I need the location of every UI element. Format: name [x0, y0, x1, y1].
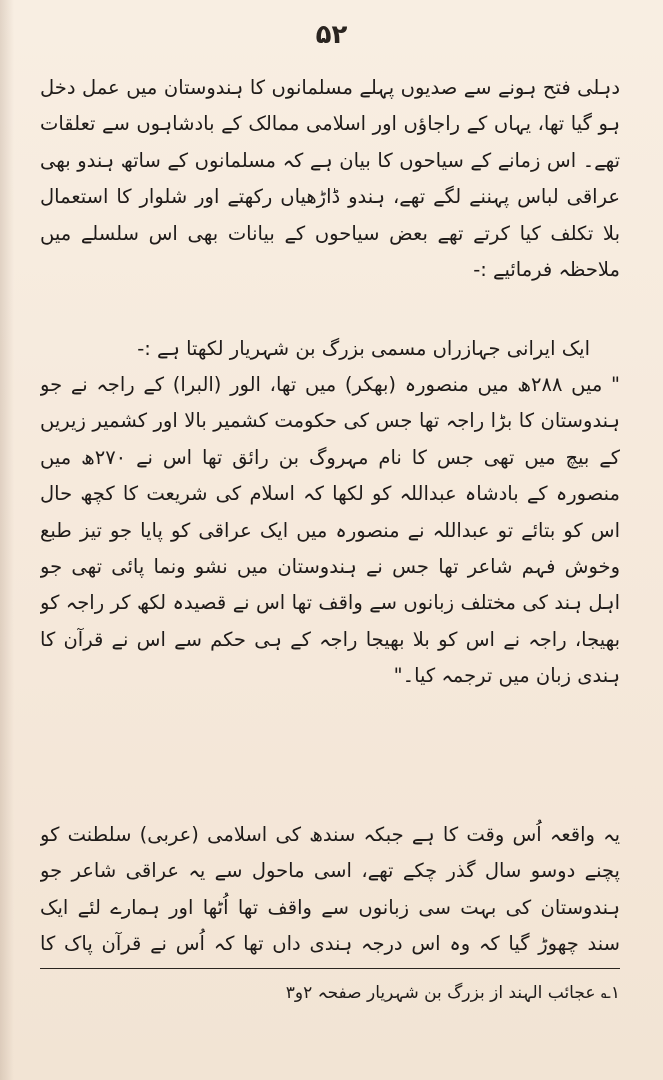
paragraph-intro: دہلی فتح ہونے سے صدیوں پہلے مسلمانوں کا ہندوستان میں عمل دخل ہو گیا تھا، یہاں کے راجاؤں اور اسلامی ممالک کے بادشاہوں سے تعلقات تھے۔ اس زمانے کے سیاحوں کا بیان ہے کہ مسلمانوں کے ساتھ ہندو بھی عراقی لباس پہننے لگے تھے، ہندو ڈاڑھیاں رکھتے اور شلوار کا استعمال بلا تکلف کیا کرتے تھے بعض سیاحوں کے بیانات بھی اس سلسلے میں ملاحظہ فرمائیے :- [40, 76, 620, 282]
binding-shadow [0, 0, 14, 1080]
paragraph-heading: ایک ایرانی جہازراں مسمی بزرگ بن شہریار لکھتا ہے :- [137, 337, 590, 360]
footnote-divider [40, 968, 620, 969]
paragraph-closing: یہ واقعہ اُس وقت کا ہے جبکہ سندھ کی اسلامی (عربی) سلطنت کو پچنے دوسو سال گذر چکے تھے، اسی ماحول سے یہ عراقی شاعر جو ہندوستان کی بہت سی زبانوں سے واقف تھا اُٹھا اور ہمارے لئے ایک سند چھوڑ گیا کہ وہ اس درجہ ہندی داں تھا کہ اُس نے قرآن پاک کا [40, 823, 620, 956]
body-text [40, 70, 620, 963]
quote-block: " میں ۲۸۸ھ میں منصورہ (بھکر) میں تھا، الور (البرا) کے راجہ نے جو ہندوستان کا بڑا راجہ تھا جس کی حکومت کشمیر بالا اور کشمیر زیریں کے بیچ میں تھی جس کا نام مہروگ بن رائق تھا اس نے ۲۷۰ھ میں منصورہ کے بادشاہ عبداللہ کو لکھا کہ اسلام کی شریعت کا کچھ حال اس کو بتائے تو عبداللہ نے منصورہ میں ایک عراقی کو پایا جو تیز طبع وخوش فہم شاعر تھا جس نے ہندوستان میں نشو ونما پائی تھی جو اہل ہند کی مختلف زبانوں سے واقف تھا اس نے قصیدہ لکھ کر راجہ کو بھیجا، راجہ نے اس کو بلا بھیجا راجہ کے ہی حکم سے اس نے قرآن کا ہندی زبان میں ترجمہ کیا۔" [40, 373, 620, 688]
footnote: ۱؎ عجائب الہند از بزرگ بن شہریار صفحہ ۲و۳ [285, 983, 620, 1003]
page-number: ۵۲ [315, 20, 348, 50]
